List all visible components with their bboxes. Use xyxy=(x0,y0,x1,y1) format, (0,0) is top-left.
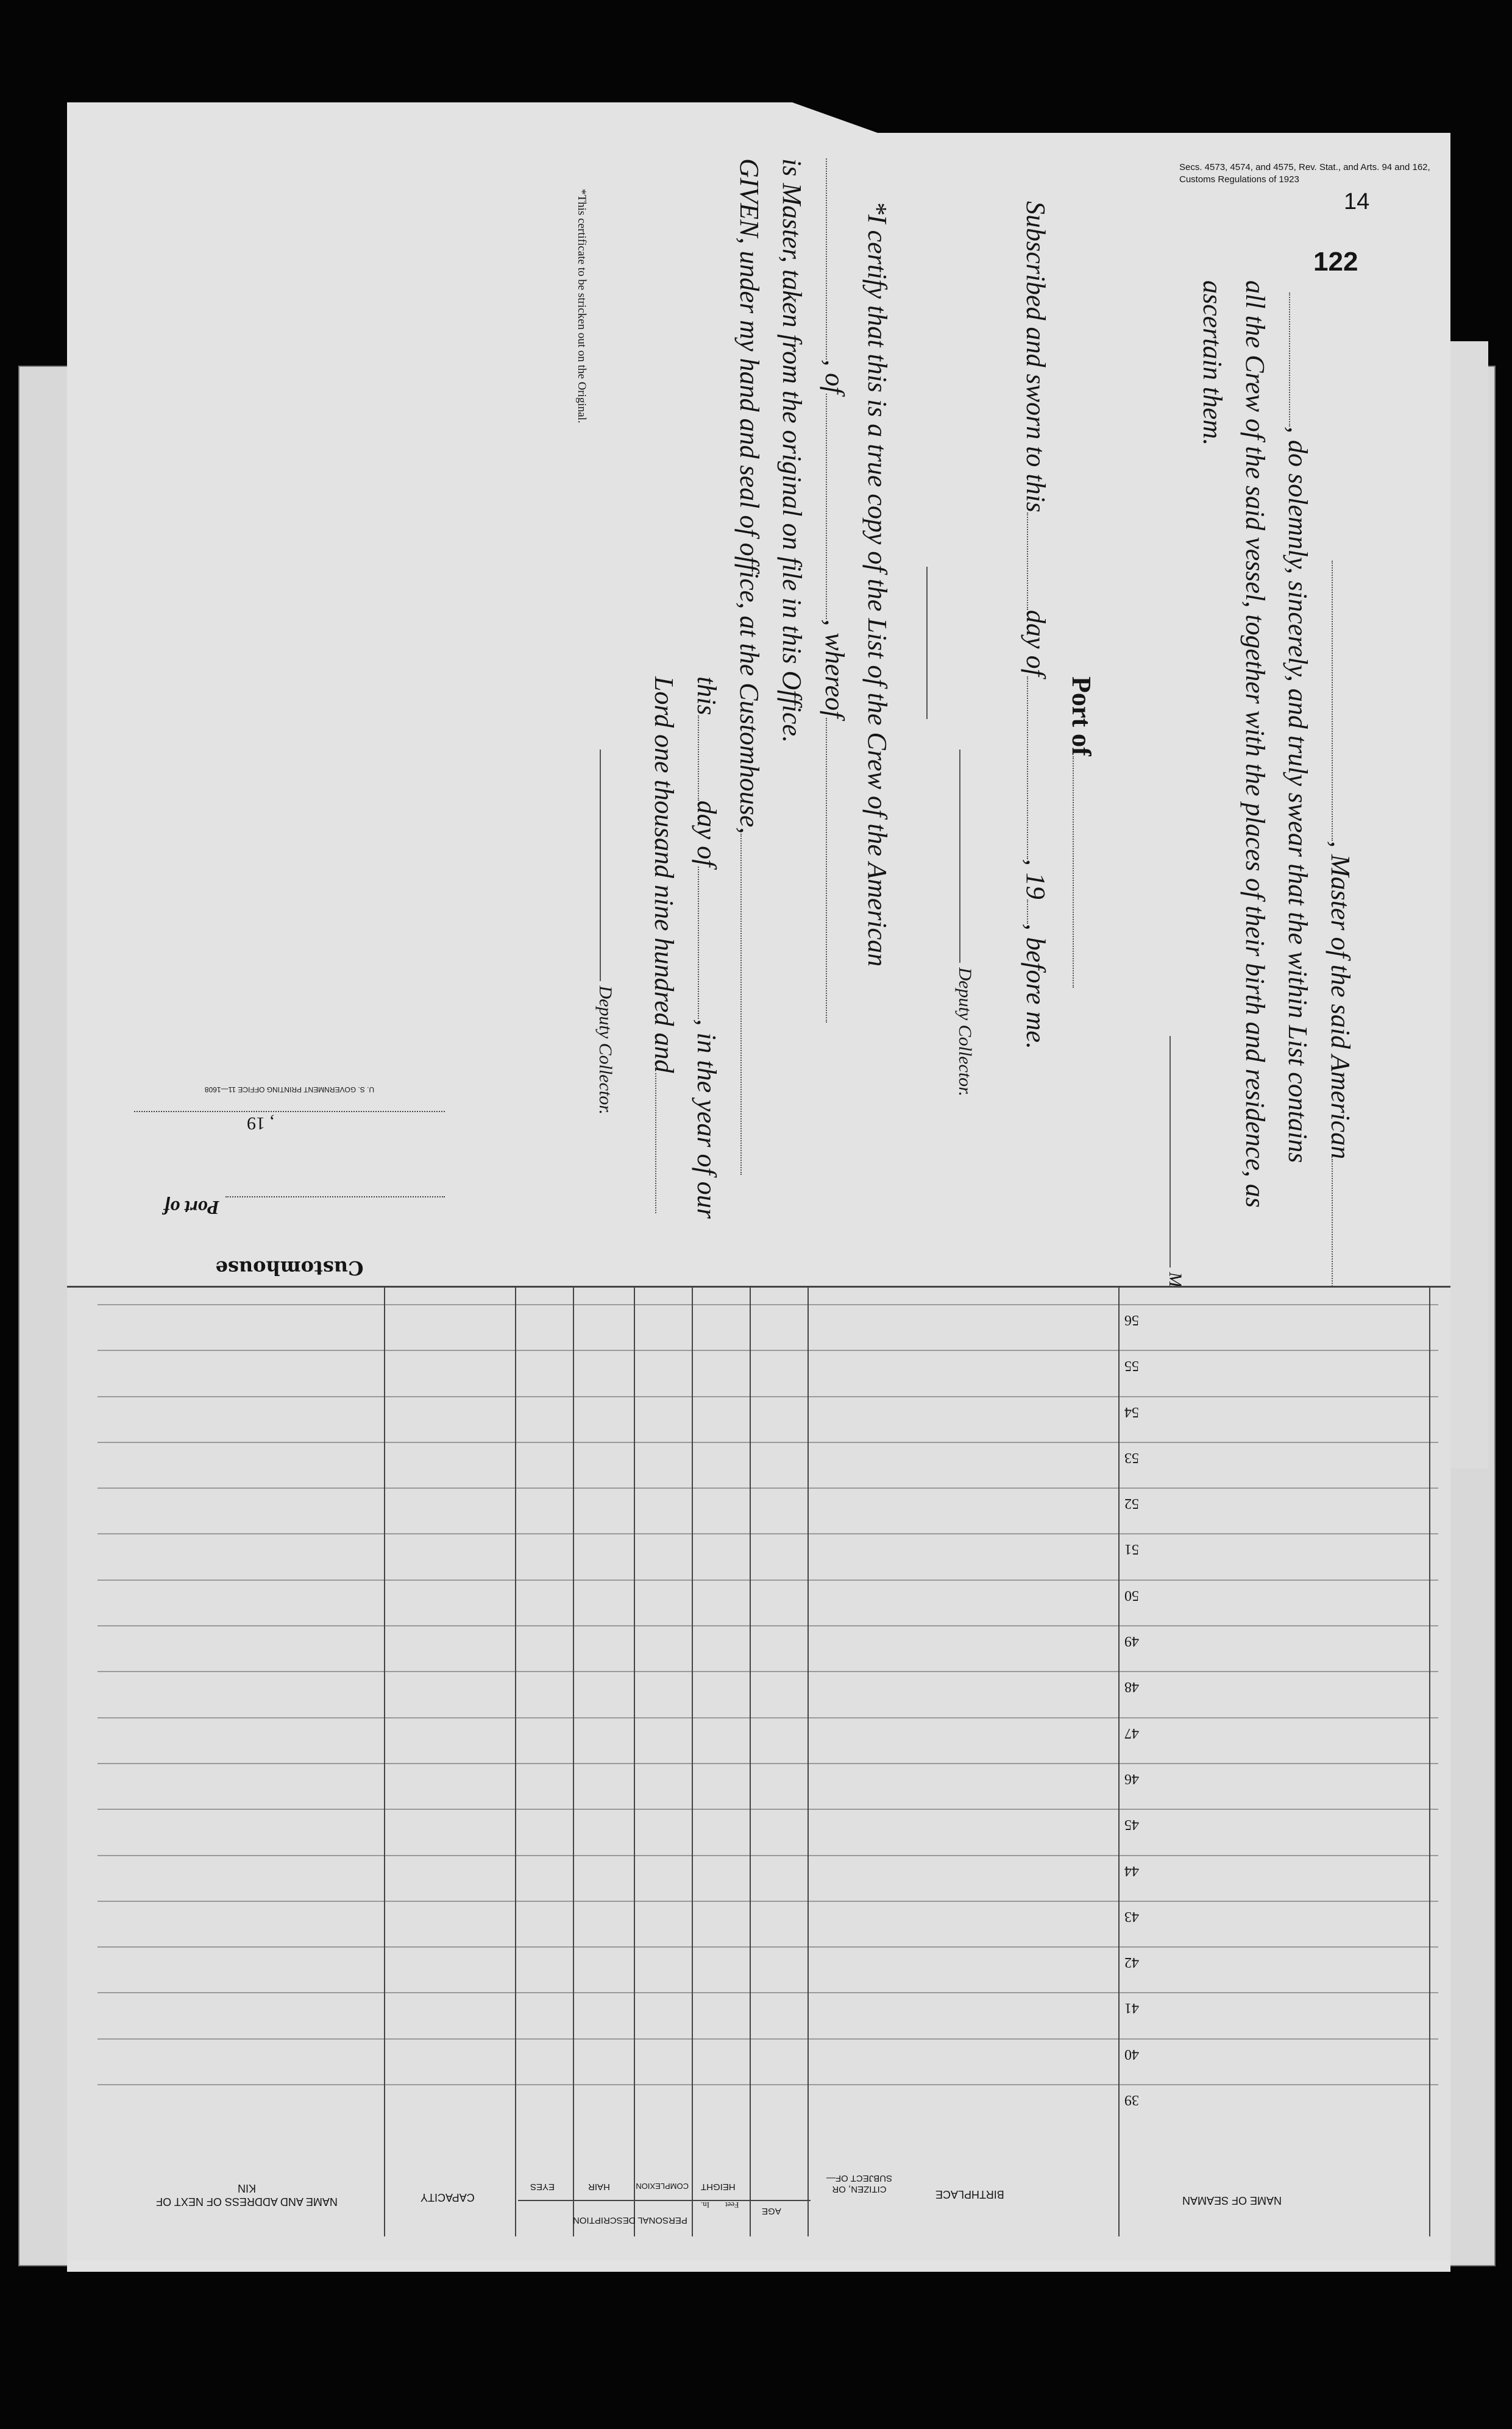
col-capacity: CAPACITY xyxy=(421,2191,475,2204)
row-number: 54 xyxy=(1124,1403,1139,1420)
certificate-line-2: , of, whereof xyxy=(819,158,850,1023)
column-divider xyxy=(573,1286,574,2236)
crew-table xyxy=(67,1286,1450,2261)
row-number: 41 xyxy=(1124,2000,1139,2016)
table-row xyxy=(98,1350,1438,1351)
master-signature xyxy=(1165,1036,1185,1327)
column-divider xyxy=(1429,1286,1430,2236)
table-top-rule xyxy=(67,1286,1450,1288)
col-hair: HAIR xyxy=(588,2182,610,2192)
column-divider xyxy=(634,1286,635,2236)
col-next-of-kin: NAME AND ADDRESS OF NEXT OF KIN xyxy=(156,2182,338,2208)
row-number: 52 xyxy=(1124,1495,1139,1512)
col-height-feet: Feet xyxy=(725,2200,739,2210)
oath-line-4: ascertain them. xyxy=(1198,280,1227,446)
certificate-line-6: Lord one thousand nine hundred and xyxy=(648,676,680,1213)
year-label: , 19 xyxy=(247,1113,274,1133)
customhouse-label: Customhouse xyxy=(215,1257,364,1280)
table-row xyxy=(98,1625,1438,1626)
table-row xyxy=(98,1488,1438,1489)
rule xyxy=(225,1196,445,1197)
table-row xyxy=(98,1533,1438,1534)
column-divider xyxy=(384,1286,385,2236)
page-number: 122 xyxy=(1313,247,1358,277)
col-height: HEIGHT xyxy=(701,2182,736,2192)
personal-description-label: PERSONAL DESCRIPTION xyxy=(573,2215,687,2225)
col-eyes: EYES xyxy=(530,2182,555,2192)
table-row xyxy=(98,1671,1438,1672)
col-name-of-seaman: NAME OF SEAMAN xyxy=(1182,2194,1282,2207)
row-number: 55 xyxy=(1124,1358,1139,1374)
certificate-deputy-collector: Deputy Collector. xyxy=(595,750,616,1115)
subscribed-line: Subscribed and sworn to thisday of, 19, before me. xyxy=(1021,201,1051,1049)
table-row xyxy=(98,2084,1438,2085)
corner-number: 14 xyxy=(1344,189,1370,215)
table-row xyxy=(98,1763,1438,1764)
table-row xyxy=(98,1717,1438,1718)
table-row xyxy=(98,1304,1438,1305)
oath-line-3: all the Crew of the said vessel, together with the places of their birth and residence, as xyxy=(1240,280,1270,1208)
row-number: 45 xyxy=(1124,1817,1139,1833)
certificate-line-3: is Master, taken from the original on file in this Office. xyxy=(777,158,807,743)
seal-line xyxy=(926,567,928,719)
certificate-line-4: GIVEN, under my hand and seal of office, at the Customhouse, xyxy=(734,158,765,1175)
table-row xyxy=(98,1992,1438,1993)
row-number: 50 xyxy=(1124,1587,1139,1603)
table-row xyxy=(98,1809,1438,1810)
column-divider xyxy=(692,1286,693,2236)
row-number: 39 xyxy=(1124,2092,1139,2108)
personal-description-rule xyxy=(518,2200,811,2201)
row-number: 42 xyxy=(1124,1954,1139,1971)
column-divider xyxy=(1118,1286,1120,2236)
row-number: 47 xyxy=(1124,1725,1139,1741)
row-number: 44 xyxy=(1124,1862,1139,1879)
col-age: AGE xyxy=(762,2206,781,2216)
column-divider xyxy=(750,1286,751,2236)
col-birthplace: BIRTHPLACE xyxy=(935,2188,1004,2200)
row-number: 48 xyxy=(1124,1679,1139,1695)
port-of-label: Port of xyxy=(163,1197,219,1219)
row-number: 43 xyxy=(1124,1908,1139,1924)
table-row xyxy=(98,1442,1438,1443)
certificate-line-1: *I certify that this is a true copy of the List of the Crew of the American xyxy=(862,201,892,967)
certificate-line-5: thisday of, in the year of our xyxy=(692,676,722,1219)
table-row xyxy=(98,1946,1438,1948)
col-height-in: In. xyxy=(701,2200,710,2210)
oath-deputy-collector: Deputy Collector. xyxy=(954,750,975,1096)
table-row xyxy=(98,2038,1438,2040)
rule xyxy=(134,1111,445,1112)
row-number: 51 xyxy=(1124,1541,1139,1558)
row-number: 40 xyxy=(1124,2046,1139,2062)
table-row xyxy=(98,1855,1438,1856)
row-number: 56 xyxy=(1124,1312,1139,1328)
table-row xyxy=(98,1901,1438,1902)
column-divider xyxy=(515,1286,516,2236)
oath-port: Port of xyxy=(1066,676,1097,988)
row-number: 53 xyxy=(1124,1449,1139,1466)
printing-office: U. S. GOVERNMENT PRINTING OFFICE 11—1608 xyxy=(204,1085,375,1094)
col-citizen: CITIZEN, OR SUBJECT OF— xyxy=(826,2173,893,2194)
oath-line-2: , do solemnly, sincerely, and truly swear that the within List contains xyxy=(1282,293,1313,1163)
statute-reference: Secs. 4573, 4574, and 4575, Rev. Stat., and Arts. 94 and 162, Customs Regulations of 1923 xyxy=(1179,162,1430,185)
oath-line-1: , Master of the said American xyxy=(1325,561,1356,1342)
table-row xyxy=(98,1396,1438,1397)
certificate-footnote: *This certificate to be stricken out on the Original. xyxy=(575,189,588,424)
row-number: 49 xyxy=(1124,1633,1139,1650)
col-complexion: COMPLEXION xyxy=(636,2182,689,2191)
table-row xyxy=(98,1580,1438,1581)
column-divider xyxy=(807,1286,809,2236)
row-number: 46 xyxy=(1124,1770,1139,1787)
